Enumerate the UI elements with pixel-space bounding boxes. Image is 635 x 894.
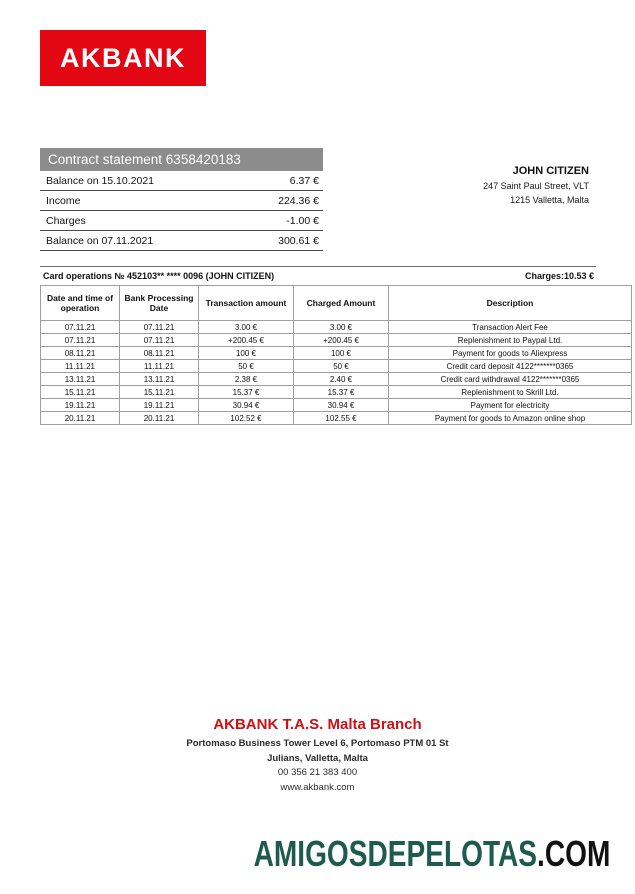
cell-description: Transaction Alert Fee (389, 321, 632, 334)
cell-description: Replenishment to Skrill Ltd. (389, 386, 632, 399)
card-operations-header (40, 266, 596, 285)
footer-branch-name: AKBANK T.A.S. Malta Branch (213, 716, 422, 733)
akbank-logo (40, 30, 206, 86)
cell-description: Payment for electricity (389, 399, 632, 412)
summary-row-opening-balance (40, 171, 323, 191)
card-operations-section (40, 266, 596, 425)
cell-operation-date: 19.11.21 (41, 399, 120, 412)
table-row (41, 373, 632, 386)
header-row (41, 286, 632, 321)
cell-transaction-amount: 15.37 € (199, 386, 294, 399)
cell-description: Credit card deposit 4122*******0365 (389, 360, 632, 373)
cell-charged-amount: 30.94 € (294, 399, 389, 412)
cell-transaction-amount: 3.00 € (199, 321, 294, 334)
col-header-processing-date: Bank Processing Date (120, 286, 199, 321)
summary-value: 6.37 € (289, 174, 319, 187)
footer-address-line1: Portomaso Business Tower Level 6, Portomaso PTM 01 St (186, 738, 449, 749)
footer (0, 716, 635, 796)
cell-operation-date: 20.11.21 (41, 412, 120, 425)
col-header-transaction-amount: Transaction amount (199, 286, 294, 321)
statement-title: Contract statement 6358420183 (40, 148, 323, 171)
watermark-name: AMIGOSDEPELOTAS (253, 833, 537, 874)
cell-charged-amount: 2.40 € (294, 373, 389, 386)
cell-transaction-amount: 2.38 € (199, 373, 294, 386)
cell-processing-date: 07.11.21 (120, 321, 199, 334)
summary-value: 224.36 € (278, 194, 319, 207)
summary-label: Balance on 07.11.2021 (46, 234, 154, 247)
summary-label: Charges (46, 214, 86, 227)
summary-label: Balance on 15.10.2021 (46, 174, 155, 187)
table-row (41, 399, 632, 412)
customer-address-line2: 1215 Valletta, Malta (510, 194, 589, 205)
watermark (253, 833, 610, 875)
cell-operation-date: 08.11.21 (41, 347, 120, 360)
cell-processing-date: 19.11.21 (120, 399, 199, 412)
cell-charged-amount: 15.37 € (294, 386, 389, 399)
cell-transaction-amount: 102.52 € (199, 412, 294, 425)
cell-charged-amount: 3.00 € (294, 321, 389, 334)
cell-operation-date: 15.11.21 (41, 386, 120, 399)
cell-charged-amount: 102.55 € (294, 412, 389, 425)
cell-description: Payment for goods to Aliexpress (389, 347, 632, 360)
table-row (41, 321, 632, 334)
akbank-logo-text: AKBANK (60, 42, 186, 73)
customer-address-line1: 247 Saint Paul Street, VLT (483, 181, 589, 191)
summary-row-income (40, 191, 323, 211)
cell-description: Replenishment to Paypal Ltd. (389, 334, 632, 347)
card-operations-table (40, 285, 632, 425)
footer-website: www.akbank.com (280, 782, 355, 794)
cell-transaction-amount: 100 € (199, 347, 294, 360)
cell-processing-date: 13.11.21 (120, 373, 199, 386)
cell-description: Payment for goods to Amazon online shop (389, 412, 632, 425)
watermark-suffix: .COM (536, 833, 610, 874)
cell-processing-date: 15.11.21 (120, 386, 199, 399)
col-header-operation-date: Date and time of operation (41, 286, 120, 321)
table-row (41, 386, 632, 399)
card-operations-table-head (41, 286, 632, 321)
cell-transaction-amount: 50 € (199, 360, 294, 373)
card-operations-charges: Charges:10.53 € (524, 271, 594, 281)
cell-charged-amount: 100 € (294, 347, 389, 360)
customer-name: JOHN CITIZEN (512, 165, 589, 177)
summary-value: -1.00 € (286, 214, 319, 227)
card-operations-title: Card operations № 452103** **** 0096 (JOHN CITIZEN) (43, 271, 275, 281)
cell-operation-date: 07.11.21 (41, 334, 120, 347)
table-row (41, 347, 632, 360)
summary-label: Income (46, 194, 81, 207)
card-operations-table-body (41, 321, 632, 425)
cell-transaction-amount: 30.94 € (199, 399, 294, 412)
summary-row-closing-balance (40, 231, 323, 251)
cell-charged-amount: +200.45 € (294, 334, 389, 347)
table-row (41, 412, 632, 425)
cell-operation-date: 11.11.21 (41, 360, 120, 373)
col-header-charged-amount: Charged Amount (294, 286, 389, 321)
summary-row-charges (40, 211, 323, 231)
col-header-description: Description (389, 286, 632, 321)
cell-processing-date: 20.11.21 (120, 412, 199, 425)
table-row (41, 360, 632, 373)
cell-processing-date: 07.11.21 (120, 334, 199, 347)
cell-operation-date: 07.11.21 (41, 321, 120, 334)
cell-processing-date: 08.11.21 (120, 347, 199, 360)
customer-info-block (483, 165, 589, 207)
cell-operation-date: 13.11.21 (41, 373, 120, 386)
cell-description: Credit card withdrawal 4122*******0365 (389, 373, 632, 386)
footer-address-line2: Julians, Valletta, Malta (267, 752, 368, 764)
cell-processing-date: 11.11.21 (120, 360, 199, 373)
statement-summary (40, 148, 323, 251)
summary-value: 300.61 € (278, 234, 319, 247)
cell-transaction-amount: +200.45 € (199, 334, 294, 347)
cell-charged-amount: 50 € (294, 360, 389, 373)
footer-phone: 00 356 21 383 400 (277, 767, 358, 779)
table-row (41, 334, 632, 347)
